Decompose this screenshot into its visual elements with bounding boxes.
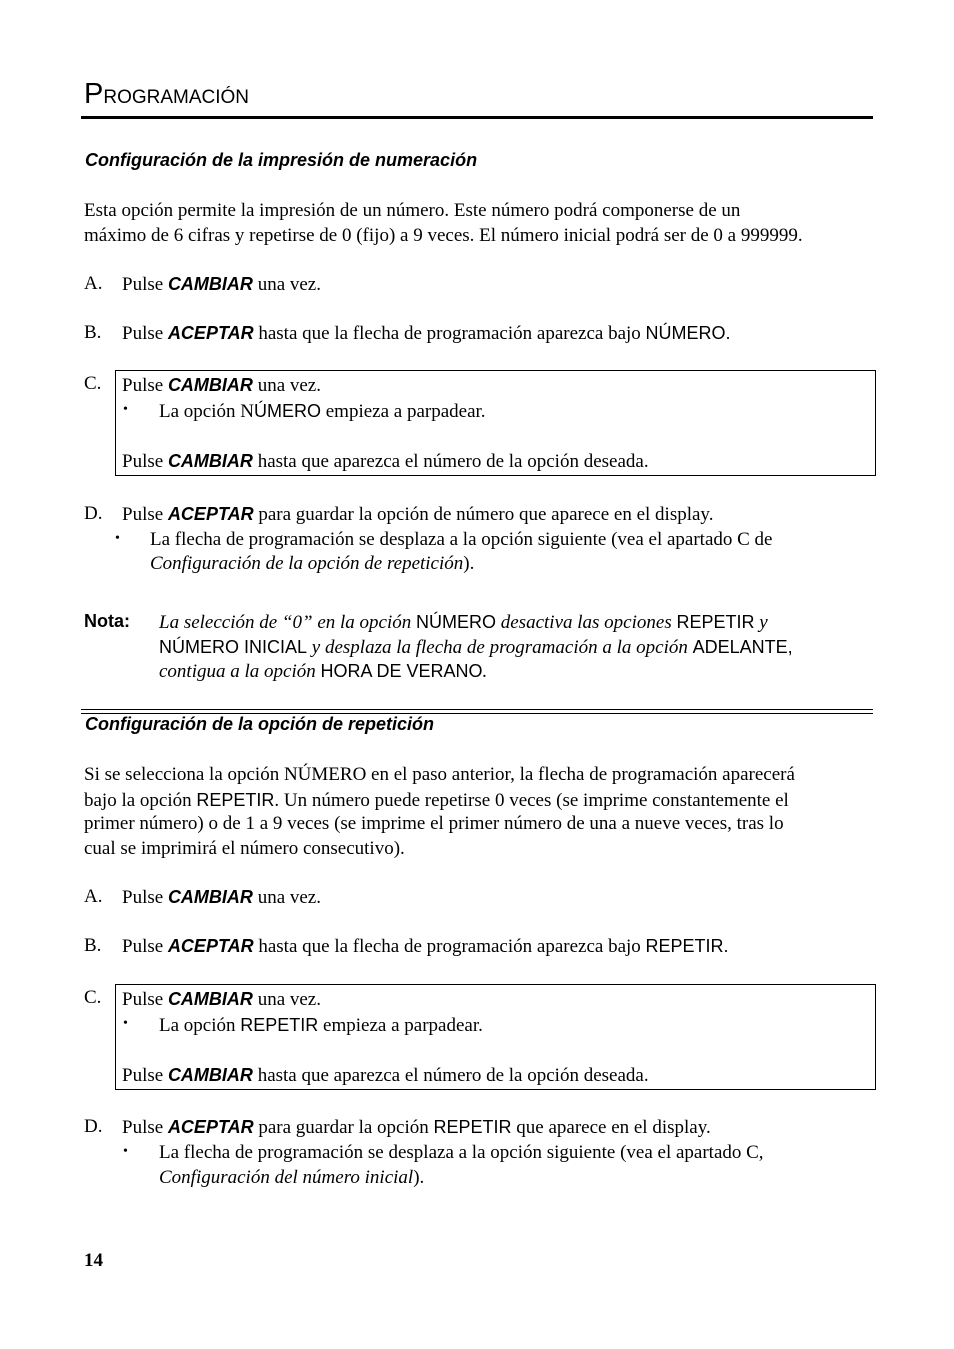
s1-step-d-bullet-dot: • <box>115 531 120 546</box>
s2-step-d-bullet-end: ). <box>413 1167 425 1188</box>
s2-step-d-bullet-line1: La flecha de programación se desplaza a la opción siguiente (vea el apartado C, <box>159 1142 764 1163</box>
section2-intro-line1: Si se selecciona la opción NÚMERO en el paso anterior, la flecha de programación aparecerá <box>84 764 795 785</box>
s2-step-c-bullet <box>159 1013 483 1038</box>
note-l3-option: HORA DE VERANO <box>320 661 483 681</box>
s1-step-d-bullet-ref: Configuración de la opción de repetición <box>150 553 464 574</box>
s1-step-a-pre: Pulse <box>122 274 168 295</box>
s1-step-c-bullet-post: empieza a parpadear. <box>320 401 486 422</box>
s2-step-c-label: C. <box>84 987 102 1008</box>
s1-step-a-label: A. <box>84 273 103 294</box>
s2-step-d-option: REPETIR <box>433 1117 512 1137</box>
note-line1 <box>159 610 768 635</box>
s1-step-b-label: B. <box>84 322 102 343</box>
s2-step-b-pre: Pulse <box>122 936 168 957</box>
s2-step-c-bullet-option: REPETIR <box>240 1015 319 1035</box>
s2-step-c-line1 <box>122 987 321 1012</box>
s1-step-c-bullet-option: ÚMERO <box>253 401 321 421</box>
s2-step-c-line1-key: CAMBIAR <box>167 989 253 1009</box>
s1-step-d-bullet-line2 <box>150 552 474 576</box>
s1-step-b-pre: Pulse <box>122 323 168 344</box>
header-rule <box>81 116 873 119</box>
s2-step-c-line1-post: una vez. <box>252 989 321 1010</box>
s2-step-d <box>122 1115 711 1140</box>
s1-step-d-bullet-end: ). <box>463 553 475 574</box>
section-divider-top <box>81 709 873 710</box>
s2-step-d-pre: Pulse <box>122 1117 168 1138</box>
s2-step-c-bullet-pre: La opción <box>159 1015 241 1036</box>
s1-step-c-line3-key: CAMBIAR <box>167 451 253 471</box>
s1-step-c-line3-pre: Pulse <box>122 451 168 472</box>
s1-step-c-line1 <box>122 373 321 398</box>
s2-step-b-end: . <box>723 936 729 956</box>
s2-intro-l2-pre: bajo la opción <box>84 790 197 811</box>
note-line2 <box>159 635 793 660</box>
note-l2-option2: ADELANTE, <box>692 637 793 657</box>
s2-step-a <box>122 885 321 910</box>
s1-step-d-bullet-line1: La flecha de programación se desplaza a la opción siguiente (vea el apartado C de <box>150 529 773 550</box>
note-l3-a: contigua a la opción <box>159 661 321 682</box>
s1-step-d-label: D. <box>84 503 103 524</box>
note-l3-end: . <box>482 661 488 682</box>
s2-step-a-key: CAMBIAR <box>167 887 253 907</box>
section2-intro-line3: primer número) o de 1 a 9 veces (se imprime el primer número de una a nueve veces, tras lo <box>84 813 784 834</box>
s2-step-c-line3 <box>122 1063 649 1088</box>
s2-step-d-bullet-dot: • <box>123 1144 128 1159</box>
s1-step-c-line1-key: CAMBIAR <box>167 375 253 395</box>
section1-intro-line1: Esta opción permite la impresión de un número. Este número podrá componerse de un <box>84 200 741 221</box>
s2-step-c-line3-key: CAMBIAR <box>167 1065 253 1085</box>
s2-step-c-line3-pre: Pulse <box>122 1065 168 1086</box>
s1-step-b-key: ACEPTAR <box>167 323 254 343</box>
s2-step-d-bullet-ref: Configuración del número inicial <box>159 1167 414 1188</box>
s2-step-a-pre: Pulse <box>122 887 168 908</box>
s1-step-d-pre: Pulse <box>122 504 168 525</box>
s2-step-c-bullet-post: empieza a parpadear. <box>318 1015 483 1036</box>
s2-step-d-key: ACEPTAR <box>167 1117 254 1137</box>
s1-step-b-option: NÚMERO <box>645 323 726 343</box>
note-l1-b: desactiva las opciones <box>496 612 677 633</box>
s1-step-c-line3-post: hasta que aparezca el número de la opción deseada. <box>252 451 649 472</box>
s1-step-a-key: CAMBIAR <box>167 274 253 294</box>
section2-intro-line4: cual se imprimirá el número consecutivo). <box>84 838 405 859</box>
s1-step-d-post: para guardar la opción de número que aparece en el display. <box>253 504 714 525</box>
s2-step-d-bullet-line2 <box>159 1166 424 1190</box>
s2-step-b <box>122 934 729 959</box>
s1-step-c-label: C. <box>84 373 102 394</box>
s1-step-c-bullet <box>159 399 486 424</box>
note-l1-option: NÚMERO <box>416 612 496 632</box>
note-label: Nota: <box>84 611 130 631</box>
s2-intro-l2-option: REPETIR <box>196 790 275 810</box>
s1-step-d-key: ACEPTAR <box>167 504 254 524</box>
s1-step-c-bullet-dot: • <box>123 402 128 417</box>
s1-step-b <box>122 321 731 346</box>
s2-step-a-post: una vez. <box>252 887 321 908</box>
s2-step-d-post: para guardar la opción <box>253 1117 434 1138</box>
note-l2-a: y desplaza la flecha de programación a la opción <box>307 637 693 658</box>
s1-step-a-post: una vez. <box>252 274 321 295</box>
s2-step-c-bullet-dot: • <box>123 1016 128 1031</box>
section2-intro-line2 <box>84 788 789 813</box>
s2-step-c-line1-pre: Pulse <box>122 989 168 1010</box>
s1-step-b-end: . <box>725 323 731 343</box>
s1-step-c-line1-post: una vez. <box>252 375 321 396</box>
section1-heading: Configuración de la impresión de numeración <box>85 150 478 170</box>
s2-step-d-label: D. <box>84 1116 103 1137</box>
s1-step-a <box>122 272 321 297</box>
s1-step-b-post: hasta que la flecha de programación aparezca bajo <box>253 323 646 344</box>
note-line3 <box>159 659 487 684</box>
section2-heading: Configuración de la opción de repetición <box>85 714 435 734</box>
note-l1-a: La selección de “0” en la opción <box>159 612 416 633</box>
s2-intro-l2-post: . Un número puede repetirse 0 veces (se imprime constantemente el <box>274 790 789 811</box>
s2-step-d-post2: que aparece en el display. <box>511 1117 711 1138</box>
s2-step-b-key: ACEPTAR <box>167 936 254 956</box>
page-title-rest: ROGRAMACIÓN <box>103 87 250 108</box>
s2-step-b-option: REPETIR <box>645 936 724 956</box>
s2-step-b-label: B. <box>84 935 102 956</box>
s2-step-c-line3-post: hasta que aparezca el número de la opción deseada. <box>252 1065 649 1086</box>
s2-step-b-post: hasta que la flecha de programación aparezca bajo <box>253 936 646 957</box>
page-number: 14 <box>84 1250 103 1271</box>
page-title <box>84 78 249 111</box>
section1-intro-line2: máximo de 6 cifras y repetirse de 0 (fijo) a 9 veces. El número inicial podrá ser de 0 a 999999. <box>84 225 803 246</box>
page-title-initial: P <box>84 78 104 110</box>
s2-step-a-label: A. <box>84 886 103 907</box>
s1-step-c-line3 <box>122 449 649 474</box>
note-l2-option: NÚMERO INICIAL <box>159 637 308 657</box>
note-l1-option2: REPETIR <box>676 612 755 632</box>
note-l1-c: y <box>754 612 768 633</box>
s1-step-d <box>122 502 713 527</box>
s1-step-c-bullet-pre: La opción N <box>159 401 254 422</box>
s1-step-c-line1-pre: Pulse <box>122 375 168 396</box>
